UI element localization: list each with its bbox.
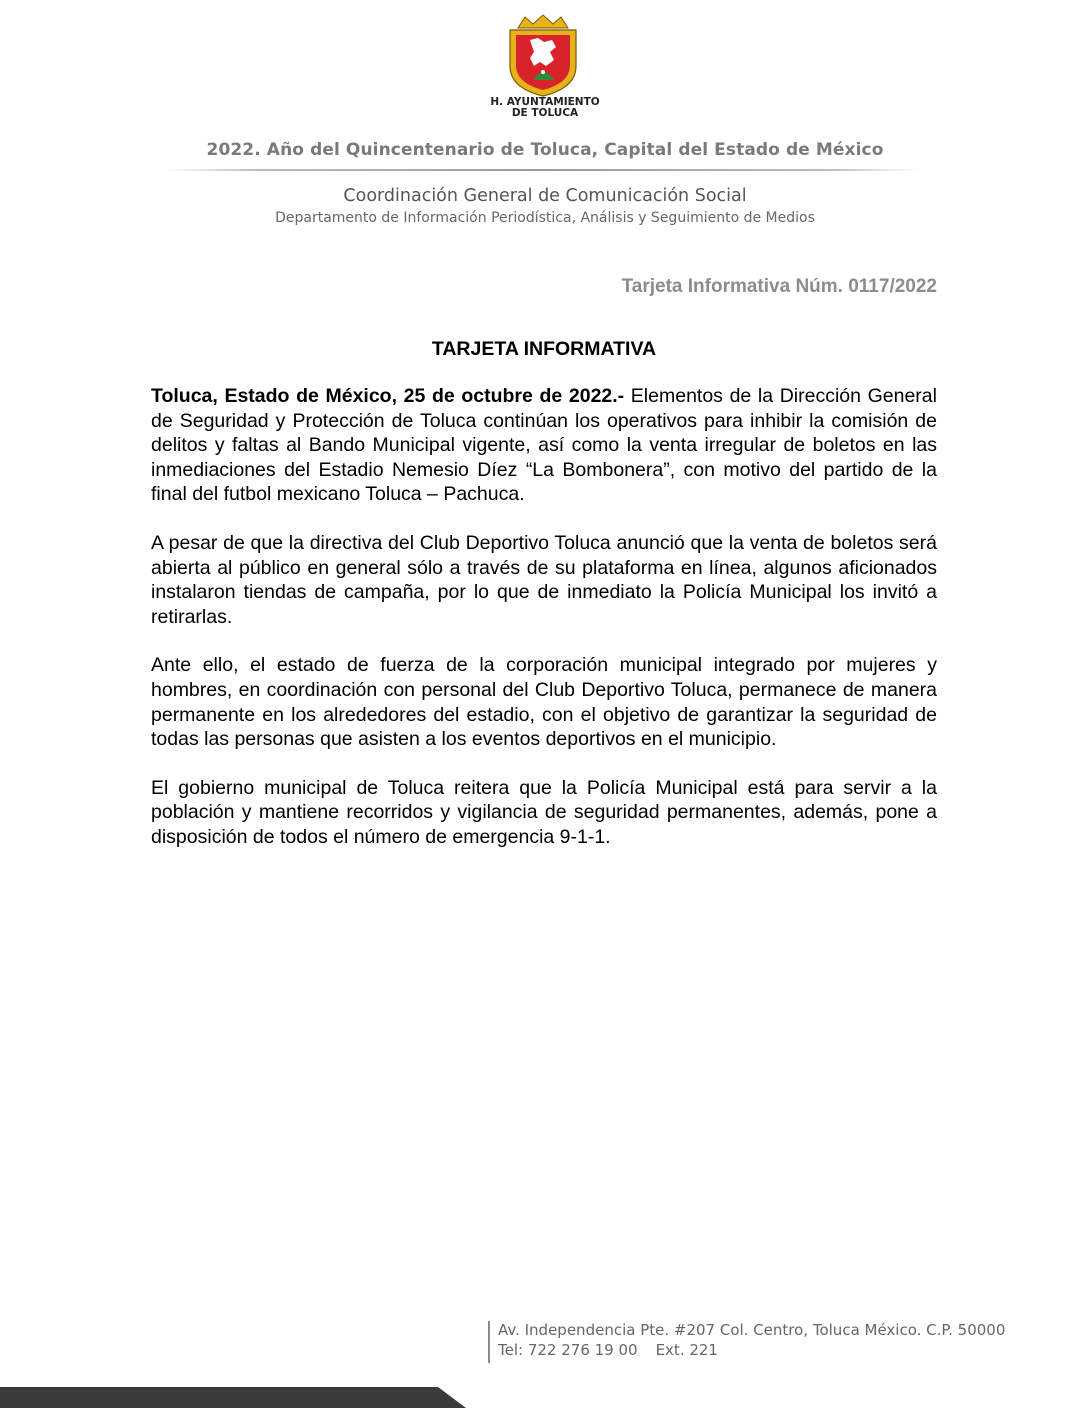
footer-tel: Tel: 722 276 19 00: [498, 1341, 638, 1359]
header-divider: [165, 169, 920, 171]
logo-caption-line1: H. AYUNTAMIENTO: [490, 96, 600, 108]
department-heading: Departamento de Información Periodística, Análisis y Seguimiento de Medios: [275, 210, 815, 226]
paragraph-1: [151, 384, 937, 507]
document-body: [151, 384, 937, 874]
logo-caption-line2: DE TOLUCA: [511, 107, 579, 119]
year-motto: 2022. Año del Quincentenario de Toluca, Capital del Estado de México: [206, 140, 884, 160]
footer-band: [0, 1387, 466, 1408]
paragraph-3: Ante ello, el estado de fuerza de la corporación municipal integrado por mujeres y hombres, en coordinación con personal del Club Deportivo Toluca, permanece de manera permanente en los alrededores del estadio, con el objetivo de garantizar la seguridad de todas las personas que asisten a los eventos deportivos en el municipio.: [151, 654, 937, 751]
coordination-heading: Coordinación General de Comunicación Social: [343, 186, 747, 206]
paragraph-2: A pesar de que la directiva del Club Deportivo Toluca anunció que la venta de boletos será abierta al público en general sólo a través de su plataforma en línea, algunos aficionados instalaron tiendas de campaña, por lo que de inmediato la Policía Municipal los invitó a retirarlas.: [151, 531, 937, 628]
footer-phone: [498, 1341, 718, 1359]
paragraph-1-text: Elementos de la Dirección General de Seguridad y Protección de Toluca continúan los operativos para inhibir la comisión de delitos y faltas al Bando Municipal vigente, así como la venta irregular de boletos en las inmediaciones del Estadio Nemesio Díez “La Bombonera”, con motivo del partido de la final del futbol mexicano Toluca – Pachuca.: [151, 385, 937, 506]
footer-divider: [488, 1321, 490, 1363]
paragraph-4: El gobierno municipal de Toluca reitera que la Policía Municipal está para servir a la población y mantiene recorridos y vigilancia de seguridad permanentes, además, pone a disposición de todos el número de emergencia 9-1-1.: [151, 776, 937, 848]
toluca-coat-of-arms-logo: [500, 14, 586, 98]
card-number: Tarjeta Informativa Núm. 0117/2022: [621, 276, 937, 297]
document-title: TARJETA INFORMATIVA: [431, 338, 657, 360]
footer-address: Av. Independencia Pte. #207 Col. Centro, Toluca México. C.P. 50000: [498, 1321, 1006, 1339]
logo-caption: [470, 97, 620, 119]
footer-ext: Ext. 221: [655, 1341, 718, 1359]
dateline: Toluca, Estado de México, 25 de octubre de 2022.-: [151, 385, 625, 407]
